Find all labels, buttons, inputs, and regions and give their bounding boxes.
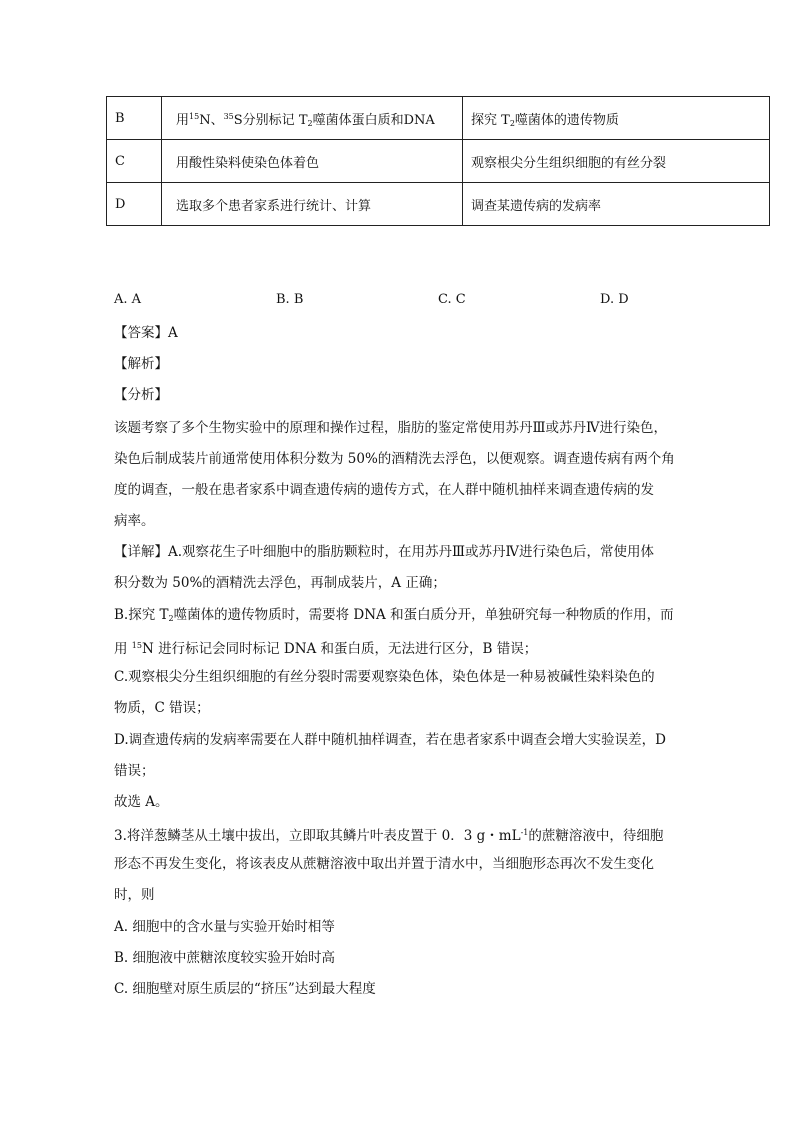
fenxi-line: 度的调查，一般在患者家系中调查遗传病的遗传方式，在人群中随机抽样来调查遗传病的发 — [114, 482, 654, 498]
question-3-option-a: A. 细胞中的含水量与实验开始时相等 — [114, 919, 335, 935]
detail-c-line: C.观察根尖分生组织细胞的有丝分裂时需要观察染色体，染色体是一种易被碱性染料染色的 — [114, 669, 655, 685]
row-method: 用酸性染料使染色体着色 — [162, 140, 463, 183]
table-row — [107, 97, 770, 140]
question-3-option-b: B. 细胞液中蔗糖浓度较实验开始时高 — [114, 950, 336, 966]
row-purpose: 探究 $T_2$噬菌体的遗传物质 — [463, 97, 770, 140]
row-letter: B — [107, 97, 162, 140]
row-letter: C — [107, 140, 162, 183]
table-row — [107, 140, 770, 183]
row-method: 选取多个患者家系进行统计、计算 — [162, 183, 463, 226]
row-purpose: 观察根尖分生组织细胞的有丝分裂 — [463, 140, 770, 183]
question-3-line: 3.将洋葱鳞茎从土壤中拔出，立即取其鳞片叶表皮置于 0．3 g・$mL^{-1}$的蔗糖溶液中，待细胞 — [114, 828, 664, 844]
fenxi-line: 染色后制成装片前通常使用体积分数为 50%的酒精洗去浮色，以便观察。调查遗传病有两个角 — [114, 451, 675, 467]
detail-c-line: 物质，C 错误； — [114, 700, 210, 716]
detail-d-line: D.调查遗传病的发病率需要在人群中随机抽样调查，若在患者家系中调查会增大实验误差，D — [114, 732, 666, 748]
experiment-table — [106, 96, 770, 226]
detail-line: 【详解】A.观察花生子叶细胞中的脂肪颗粒时，在用苏丹Ⅲ或苏丹Ⅳ进行染色后，常使用体 — [114, 544, 655, 560]
question-3-line: 时，则 — [114, 887, 155, 903]
detail-b-line: 用 $^{15}$N 进行标记会同时标记 DNA 和蛋白质，无法进行区分，B 错误； — [114, 641, 538, 657]
option-d: D. D — [600, 292, 629, 307]
table-row — [107, 183, 770, 226]
question-3-option-c: C. 细胞壁对原生质层的“挤压”达到最大程度 — [114, 981, 376, 997]
detail-b-line: B.探究 $T_2$噬菌体的遗传物质时，需要将 DNA 和蛋白质分开，单独研究每一种物质的作用，而 — [114, 607, 674, 623]
answer-line: 【答案】A — [114, 325, 178, 341]
fenxi-line: 病率。 — [114, 513, 155, 529]
fenxi-heading: 【分析】 — [114, 387, 168, 403]
conclusion-line: 故选 A。 — [114, 794, 169, 810]
fenxi-line: 该题考察了多个生物实验中的原理和操作过程，脂肪的鉴定常使用苏丹Ⅲ或苏丹Ⅳ进行染色， — [114, 420, 668, 436]
analysis-heading: 【解析】 — [114, 356, 168, 372]
option-c: C. C — [438, 292, 466, 307]
option-a: A. A — [114, 292, 142, 307]
row-purpose: 调查某遗传病的发病率 — [463, 183, 770, 226]
answer-options — [114, 292, 714, 314]
detail-line: 积分数为 50%的酒精洗去浮色，再制成装片，A 正确； — [114, 575, 446, 591]
question-3-line: 形态不再发生变化，将该表皮从蔗糖溶液中取出并置于清水中，当细胞形态再次不发生变化 — [114, 856, 654, 872]
option-b: B. B — [276, 292, 304, 307]
row-method: 用$^{15}$N、$^{35}$S分别标记 $T_2$噬菌体蛋白质和DNA — [162, 97, 463, 140]
detail-d-line: 错误； — [114, 763, 155, 779]
row-letter: D — [107, 183, 162, 226]
